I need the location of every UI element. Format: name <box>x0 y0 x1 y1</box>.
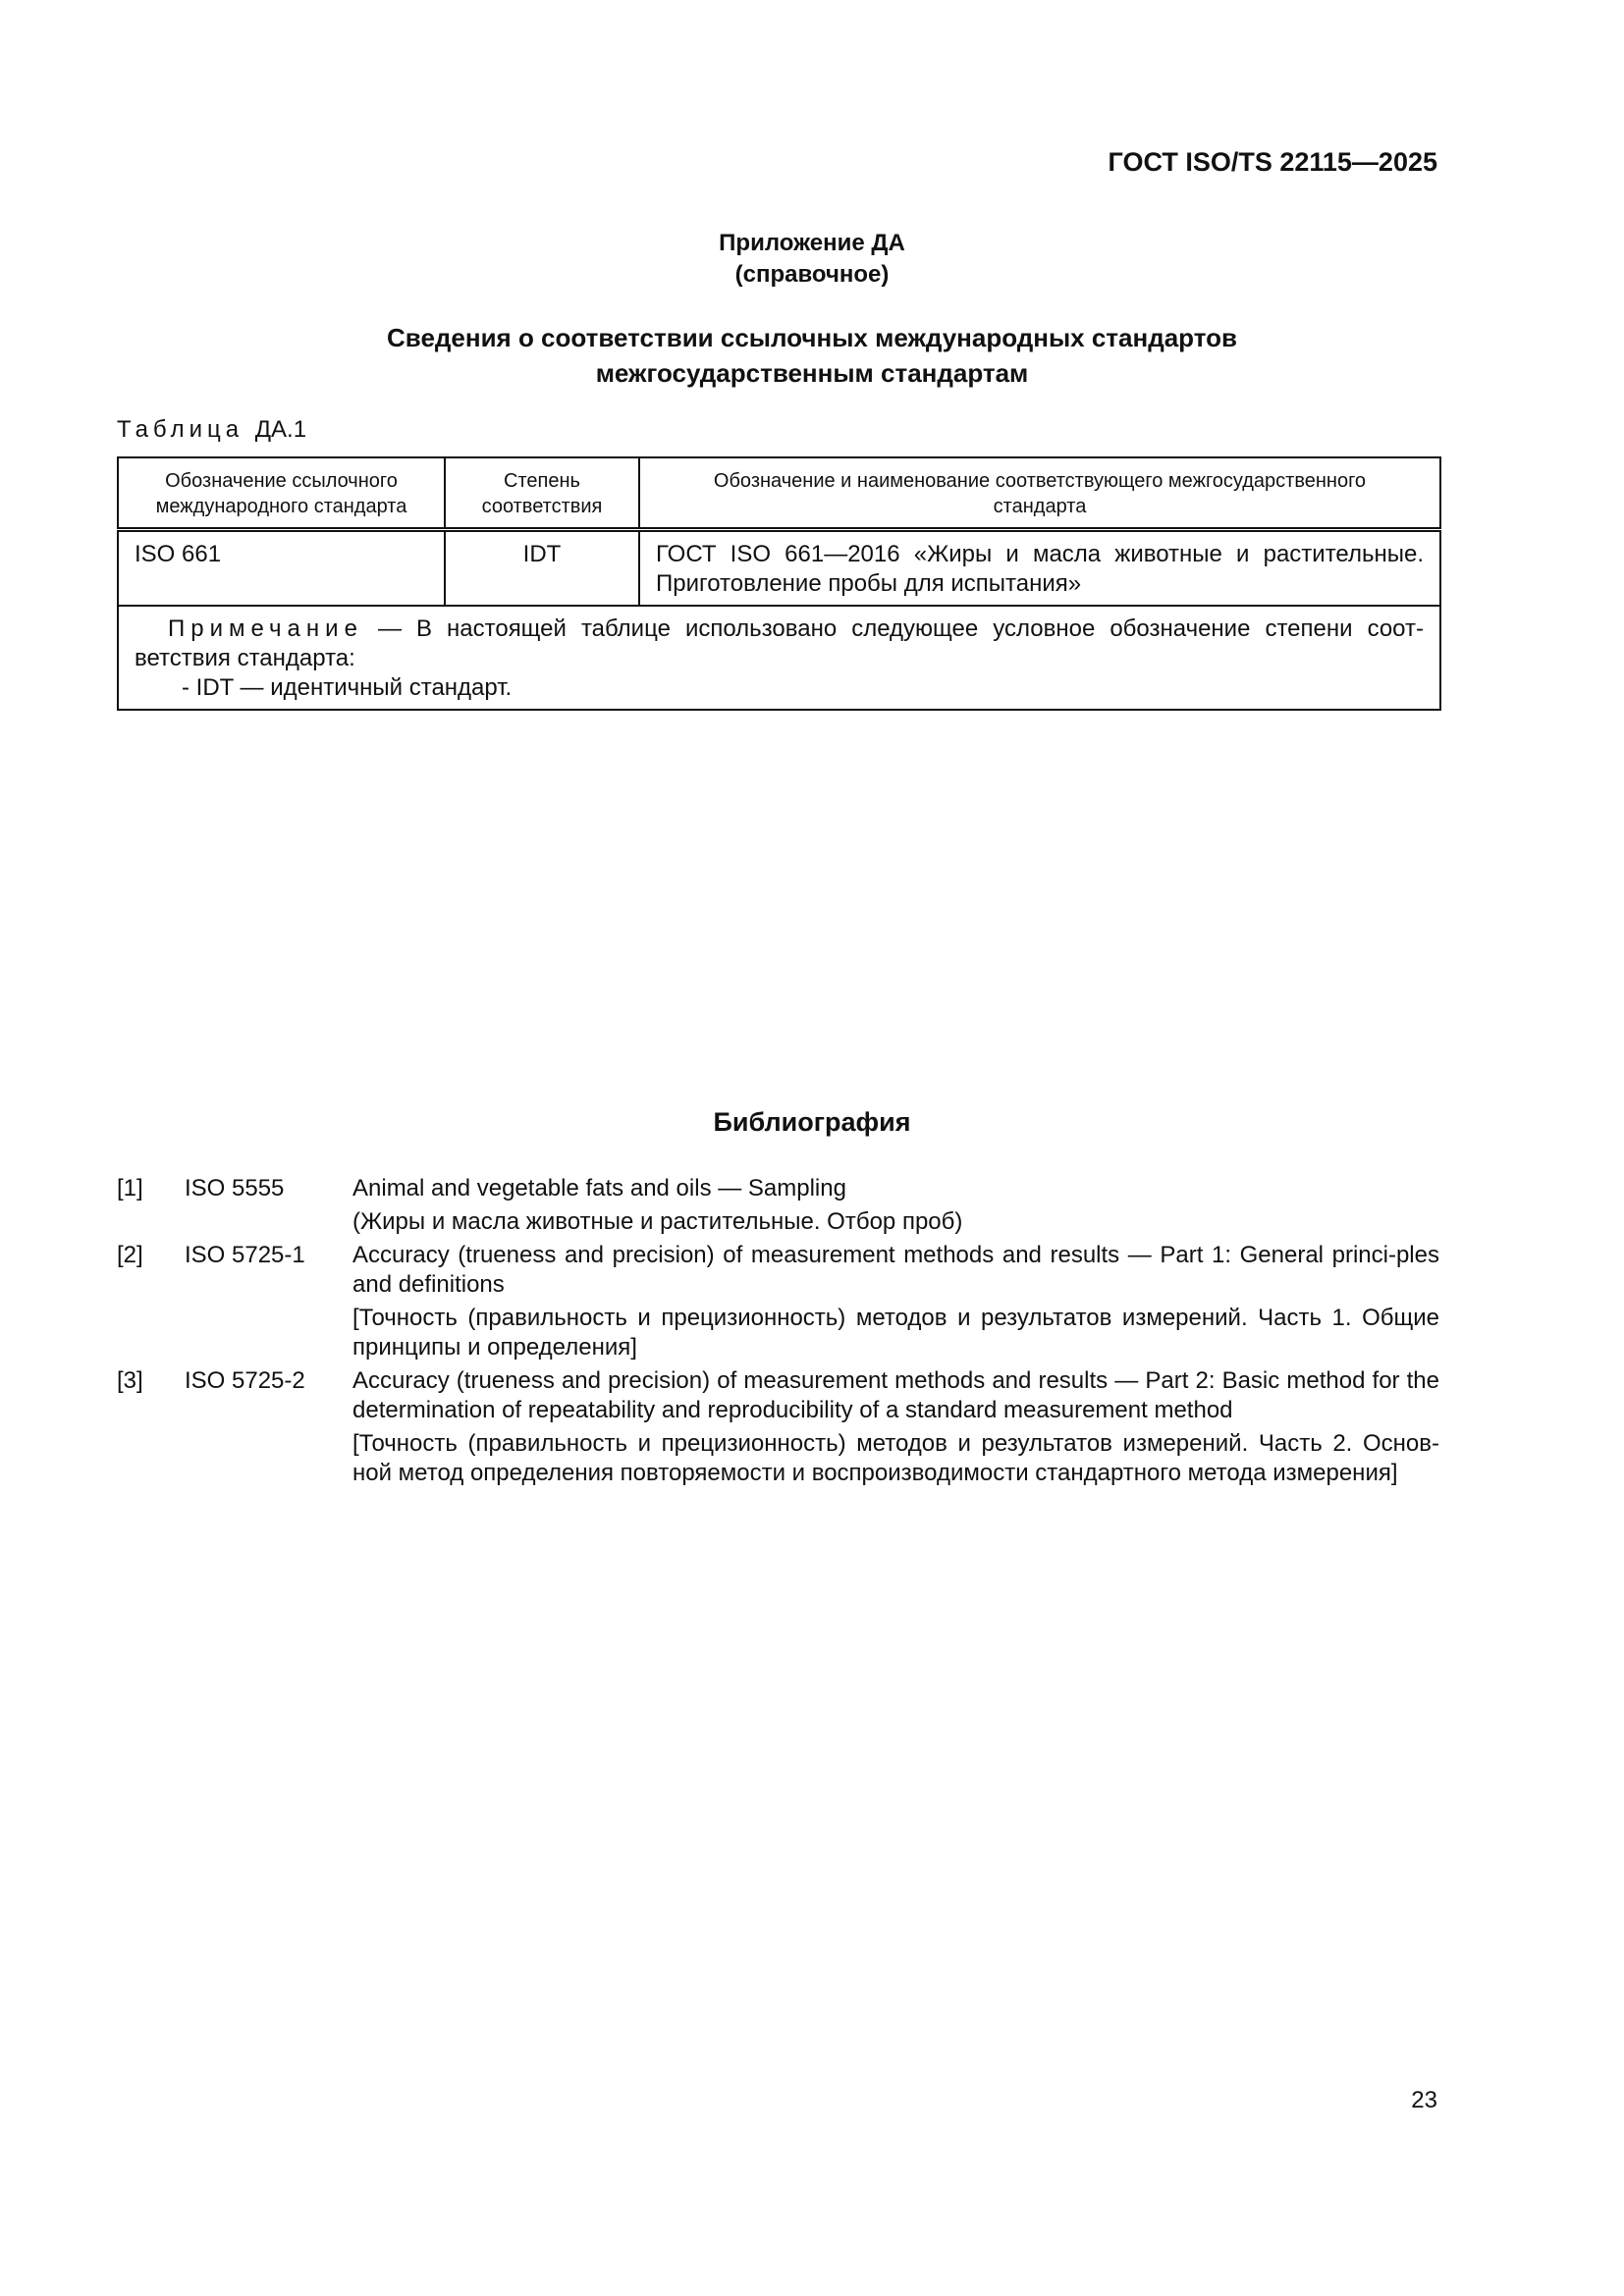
table-note <box>118 606 1440 710</box>
note-text-line1: — В настоящей таблице использовано следующее условное обозначение степени соот- <box>362 615 1424 642</box>
header-name-line1: Обозначение и наименование соответствующего межгосударственного <box>713 470 1367 492</box>
document-code: ГОСТ ISO/TS 22115—2025 <box>1108 147 1437 177</box>
section-heading <box>0 320 1624 391</box>
bibliography-code: ISO 5725-1 <box>185 1242 305 1268</box>
page-number: 23 <box>1411 2087 1437 2113</box>
header-ref-standard <box>118 457 445 530</box>
bibliography-code: ISO 5725-2 <box>185 1367 305 1394</box>
cell-ref-standard: ISO 661 <box>118 530 445 607</box>
bibliography-number: [3] <box>117 1367 143 1394</box>
note-list-item: - IDT — идентичный стандарт. <box>182 674 513 701</box>
header-interstate-standard <box>639 457 1440 530</box>
header-ref-line2: международного стандарта <box>155 496 407 517</box>
section-title-line2: межгосударственным стандартам <box>595 358 1029 388</box>
header-ref-line1: Обозначение ссылочного <box>165 470 398 492</box>
header-degree-line1: Степень <box>504 470 580 492</box>
table-caption <box>117 416 306 444</box>
bibliography-entry <box>117 1174 1439 1237</box>
bibliography-title-ru: [Точность (правильность и прецизионность) методов и результатов измерений. Часть 1. Общие принципы и определения] <box>352 1305 1439 1361</box>
table-header-row <box>118 457 1440 530</box>
note-line1 <box>135 614 1424 644</box>
appendix-subtitle: (справочное) <box>734 261 890 288</box>
bibliography-title-en: Accuracy (trueness and precision) of measurement methods and results — Part 2: Basic method for the determination of repeatability and reproducibility of a standard measurement method <box>352 1367 1439 1423</box>
cell-degree: IDT <box>445 530 639 607</box>
table-caption-number: ДА.1 <box>254 416 307 443</box>
header-name-line2: стандарта <box>993 496 1087 517</box>
note-label: Примечание <box>168 615 363 642</box>
header-degree-line2: соответствия <box>481 496 603 517</box>
bibliography-title-ru: (Жиры и масла животные и растительные. Отбор проб) <box>352 1208 963 1235</box>
table-row <box>118 530 1440 607</box>
bibliography-number: [1] <box>117 1175 143 1201</box>
bibliography-entry <box>117 1366 1439 1488</box>
appendix-title: Приложение ДА <box>719 230 905 256</box>
appendix-heading <box>0 228 1624 291</box>
bibliography-title-ru: [Точность (правильность и прецизионность) методов и результатов измерений. Часть 2. Основ-ной метод определения повторяемости и воспроизводимости стандартного метода измерения] <box>352 1430 1439 1486</box>
bibliography-title-en: Accuracy (trueness and precision) of measurement methods and results — Part 1: General princi-ples and definitions <box>352 1242 1439 1298</box>
bibliography-code: ISO 5555 <box>185 1175 285 1201</box>
header-degree <box>445 457 639 530</box>
bibliography-list <box>117 1174 1439 1492</box>
bibliography-title-en: Animal and vegetable fats and oils — Sampling <box>352 1175 846 1201</box>
cell-interstate-standard: ГОСТ ISO 661—2016 «Жиры и масла животные и растительные. Приготовление пробы для испытания» <box>639 530 1440 607</box>
table-caption-label: Таблица <box>117 416 244 443</box>
bibliography-entry <box>117 1241 1439 1362</box>
note-text-line2: ветствия стандарта: <box>135 645 355 671</box>
table-note-row <box>118 606 1440 710</box>
bibliography-title: Библиография <box>713 1107 911 1137</box>
section-title-line1: Сведения о соответствии ссылочных международных стандартов <box>387 323 1237 352</box>
standards-correspondence-table <box>117 456 1441 711</box>
bibliography-number: [2] <box>117 1242 143 1268</box>
